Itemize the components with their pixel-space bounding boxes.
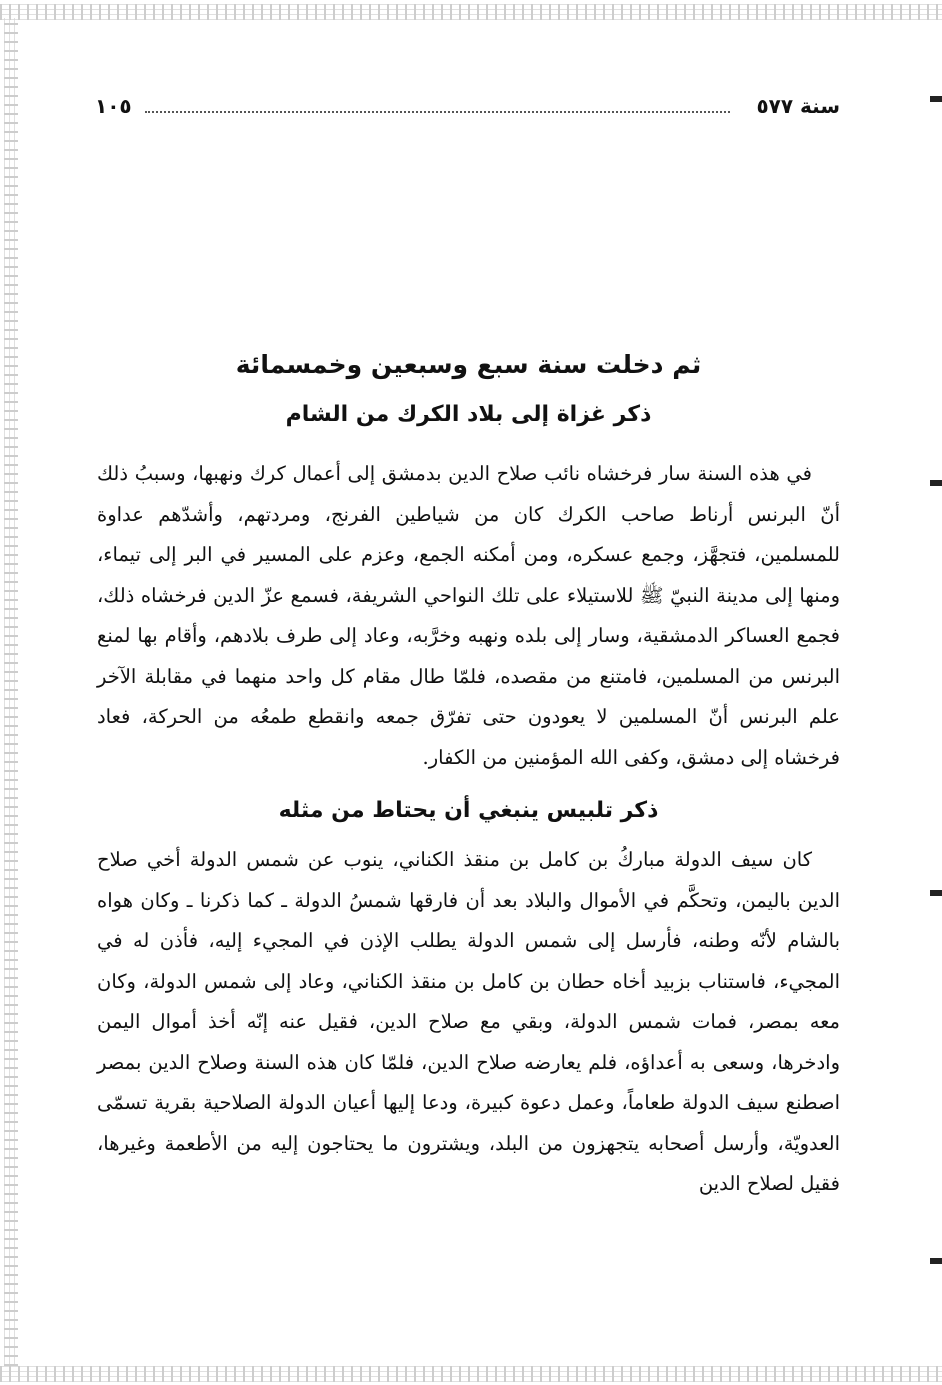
page-body (97, 340, 840, 1205)
edge-mark (930, 480, 942, 486)
year-heading: سنة ٥٧٧ (756, 94, 840, 118)
section-heading-2: ذكر تلبيس ينبغي أن يحتاط من مثله (278, 798, 659, 823)
page-number: ١٠٥ (95, 94, 132, 118)
section-heading-1: ذكر غزاة إلى بلاد الكرك من الشام (285, 402, 652, 427)
paragraph-1: في هذه السنة سار فرخشاه نائب صلاح الدين بدمشق إلى أعمال كرك ونهبها، وسببُ ذلك أنّ البرنس أرناط صاحب الكرك كان من شياطين الفرنج، ومردتهم، وأشدّهم عداوة للمسلمين، فتجهَّز، وجمع عسكره، ومن أمكنه الجمع، وعزم على المسير في البر إلى تيماء، ومنها إلى مدينة النبيّ ﷺ للاستيلاء على تلك النواحي الشريفة، فسمع عزّ الدين فرخشاه ذلك، فجمع العساكر الدمشقية، وسار إلى بلده ونهبه وخرَّبه، وعاد إلى طرف بلادهم، وأقام بها لمنع البرنس من المسلمين، فامتنع من مقصده، فلمّا طال مقام كل واحد منهما في مقابلة الآخر علم البرنس أنّ المسلمين لا يعودون حتى تفرّق جمعه وانقطع طمعُه من الحركة، فعاد فرخشاه إلى دمشق، وكفى الله المؤمنين من الكفار. (97, 462, 840, 769)
edge-mark (930, 96, 942, 102)
running-header (95, 94, 840, 122)
paragraph-2: كان سيف الدولة مباركُ بن كامل بن منقذ الكناني، ينوب عن شمس الدولة أخي صلاح الدين باليمن، وتحكَّم في الأموال والبلاد بعد أن فارقها شمسُ الدولة ـ كما ذكرنا ـ وكان هواه بالشام لأنّه وطنه، فأرسل إلى شمس الدولة يطلب الإذن في المجيء إليه، فأذن له في المجيء، فاستناب بزبيد أخاه حطان بن كامل بن منقذ الكناني، وعاد إلى شمس الدولة، وكان معه بمصر، فمات شمس الدولة، وبقي مع صلاح الدين، فقيل عنه إنّه أخذ أموال اليمن وادخرها، وسعى به أعداؤه، فلم يعارضه صلاح الدين، فلمّا كان هذه السنة وصلاح الدين بمصر اصطنع سيف الدولة طعاماً، وعمل دعوة كبيرة، ودعا إليها أعيان الدولة الصلاحية بقرية تسمّى العدويّة، وأرسل أصحابه يتجهزون من البلد، ويشترون ما يحتاجون إليه من الأطعمة وغيرها، فقيل لصلاح الدين (97, 848, 840, 1195)
decorative-border-bottom (0, 1366, 942, 1382)
edge-mark (930, 890, 942, 896)
edge-mark (930, 1258, 942, 1264)
decorative-border-left (4, 18, 18, 1366)
decorative-border-top (0, 4, 942, 20)
dotted-leader (145, 111, 730, 113)
chapter-title: ثم دخلت سنة سبع وسبعين وخمسمائة (235, 350, 702, 379)
